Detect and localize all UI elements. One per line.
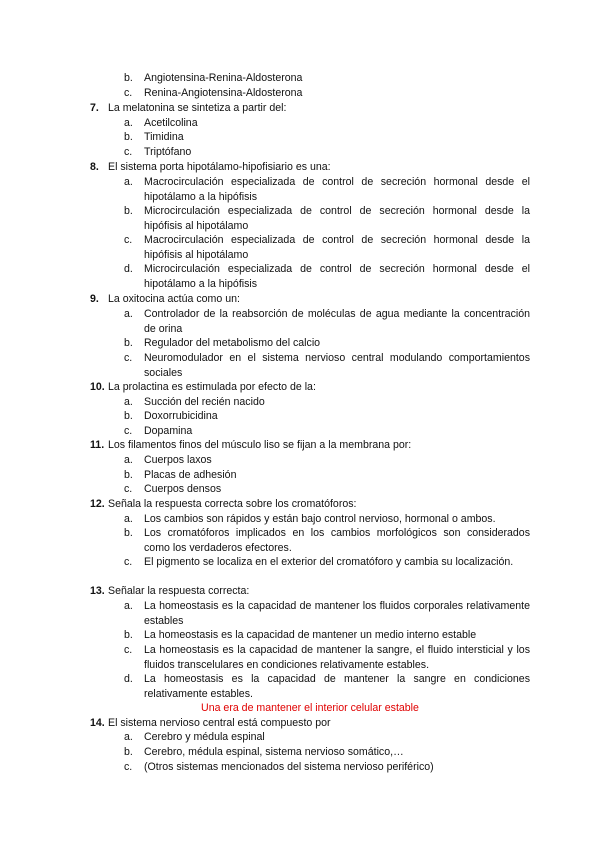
- answer-note: Una era de mantener el interior celular estable: [201, 702, 419, 714]
- question: [90, 438, 530, 453]
- answer-option: [124, 71, 530, 86]
- question-number: 8.: [90, 161, 99, 173]
- answer-option: [124, 526, 530, 556]
- option-letter: b.: [124, 629, 133, 641]
- question: [90, 716, 530, 731]
- option-text: Acetilcolina: [144, 117, 198, 129]
- answer-option: [124, 672, 530, 702]
- option-text: La homeostasis es la capacidad de mantener la sangre en condiciones relativamente estables.: [144, 673, 530, 700]
- option-letter: b.: [124, 746, 133, 758]
- question-text: Señalar la respuesta correcta:: [108, 585, 250, 597]
- question: [90, 584, 530, 599]
- answer-option: [124, 145, 530, 160]
- option-text: Dopamina: [144, 425, 193, 437]
- question: [90, 497, 530, 512]
- option-text: Cuerpos densos: [144, 483, 222, 495]
- answer-option: [124, 307, 530, 337]
- answer-option: [124, 643, 530, 673]
- answer-option: [124, 233, 530, 263]
- option-text: Doxorrubicidina: [144, 410, 218, 422]
- option-letter: c.: [124, 761, 133, 773]
- answer-option: [124, 262, 530, 292]
- option-letter: b.: [124, 527, 133, 539]
- question-number: 9.: [90, 293, 99, 305]
- option-letter: b.: [124, 337, 133, 349]
- question-number: 14.: [90, 717, 105, 729]
- option-text: Succión del recién nacido: [144, 396, 265, 408]
- question-number: 10.: [90, 381, 105, 393]
- option-text: Macrocirculación especializada de control de secreción hormonal desde la hipófisis al hipotálamo: [144, 234, 530, 261]
- question-number: 7.: [90, 102, 99, 114]
- option-letter: d.: [124, 263, 133, 275]
- option-letter: b.: [124, 131, 133, 143]
- question-text: La melatonina se sintetiza a partir del:: [108, 102, 287, 114]
- option-text: Cerebro y médula espinal: [144, 731, 265, 743]
- question-text: La oxitocina actúa como un:: [108, 293, 240, 305]
- option-letter: c.: [124, 425, 133, 437]
- question: [90, 380, 530, 395]
- option-letter: c.: [124, 352, 133, 364]
- question-text: El sistema porta hipotálamo-hipofisiario es una:: [108, 161, 331, 173]
- question-text: La prolactina es estimulada por efecto de la:: [108, 381, 316, 393]
- answer-option: [124, 424, 530, 439]
- option-text: Placas de adhesión: [144, 469, 237, 481]
- question-text: Señala la respuesta correcta sobre los cromatóforos:: [108, 498, 357, 510]
- answer-option: [124, 760, 530, 775]
- option-text: Angiotensina-Renina-Aldosterona: [144, 72, 303, 84]
- option-text: Microcirculación especializada de control de secreción hormonal desde la hipófisis al hipotálamo: [144, 205, 530, 232]
- answer-option: [124, 745, 530, 760]
- question: [90, 292, 530, 307]
- answer-option: [124, 555, 530, 570]
- answer-option: [124, 395, 530, 410]
- option-letter: a.: [124, 454, 133, 466]
- option-text: Los cromatóforos implicados en los cambios morfológicos son considerados como los verdaderos efectores.: [144, 527, 530, 554]
- option-letter: c.: [124, 556, 133, 568]
- question-number: 13.: [90, 585, 105, 597]
- answer-option: [124, 482, 530, 497]
- question-text: El sistema nervioso central está compuesto por: [108, 717, 331, 729]
- option-letter: a.: [124, 396, 133, 408]
- option-text: Cuerpos laxos: [144, 454, 212, 466]
- answer-option: [124, 351, 530, 381]
- answer-option: [124, 409, 530, 424]
- question: [90, 160, 530, 175]
- option-letter: b.: [124, 205, 133, 217]
- answer-option: [124, 512, 530, 527]
- answer-option: [124, 628, 530, 643]
- option-letter: a.: [124, 731, 133, 743]
- option-letter: b.: [124, 469, 133, 481]
- option-letter: c.: [124, 146, 133, 158]
- option-text: Cerebro, médula espinal, sistema nervioso somático,…: [144, 746, 404, 758]
- question-text: Los filamentos finos del músculo liso se fijan a la membrana por:: [108, 439, 412, 451]
- option-text: La homeostasis es la capacidad de mantener la sangre, el fluido intersticial y los fluidos transcelulares en condiciones relativamente estables.: [144, 644, 530, 671]
- answer-option: [124, 86, 530, 101]
- option-letter: b.: [124, 410, 133, 422]
- option-letter: c.: [124, 483, 133, 495]
- option-letter: a.: [124, 513, 133, 525]
- answer-option: [124, 204, 530, 234]
- option-text: (Otros sistemas mencionados del sistema nervioso periférico): [144, 761, 434, 773]
- answer-option: [124, 336, 530, 351]
- option-text: Neuromodulador en el sistema nervioso central modulando comportamientos sociales: [144, 352, 530, 379]
- option-letter: c.: [124, 234, 133, 246]
- answer-option: [124, 453, 530, 468]
- answer-option: [124, 599, 530, 629]
- answer-option: [124, 116, 530, 131]
- option-text: Macrocirculación especializada de control de secreción hormonal desde el hipotálamo a la hipófisis: [144, 176, 530, 203]
- option-letter: d.: [124, 673, 133, 685]
- option-text: Regulador del metabolismo del calcio: [144, 337, 321, 349]
- option-letter: b.: [124, 72, 133, 84]
- option-text: Triptófano: [144, 146, 192, 158]
- answer-option: [124, 130, 530, 145]
- option-letter: a.: [124, 117, 133, 129]
- question-number: 11.: [90, 439, 105, 451]
- option-text: Microcirculación especializada de control de secreción hormonal desde el hipotálamo a la hipófisis: [144, 263, 530, 290]
- option-text: Los cambios son rápidos y están bajo control nervioso, hormonal o ambos.: [144, 513, 496, 525]
- option-text: El pigmento se localiza en el exterior del cromatóforo y cambia su localización.: [144, 556, 514, 568]
- option-text: La homeostasis es la capacidad de mantener un medio interno estable: [144, 629, 477, 641]
- option-letter: a.: [124, 308, 133, 320]
- option-letter: a.: [124, 600, 133, 612]
- option-letter: c.: [124, 644, 133, 656]
- answer-option: [124, 175, 530, 205]
- answer-option: [124, 468, 530, 483]
- option-letter: a.: [124, 176, 133, 188]
- option-text: Controlador de la reabsorción de moléculas de agua mediante la concentración de orina: [144, 308, 530, 335]
- question: [90, 101, 530, 116]
- option-text: La homeostasis es la capacidad de mantener los fluidos corporales relativamente estables: [144, 600, 530, 627]
- answer-option: [124, 730, 530, 745]
- option-text: Renina-Angiotensina-Aldosterona: [144, 87, 303, 99]
- option-text: Timidina: [144, 131, 184, 143]
- question-number: 12.: [90, 498, 105, 510]
- option-letter: c.: [124, 87, 133, 99]
